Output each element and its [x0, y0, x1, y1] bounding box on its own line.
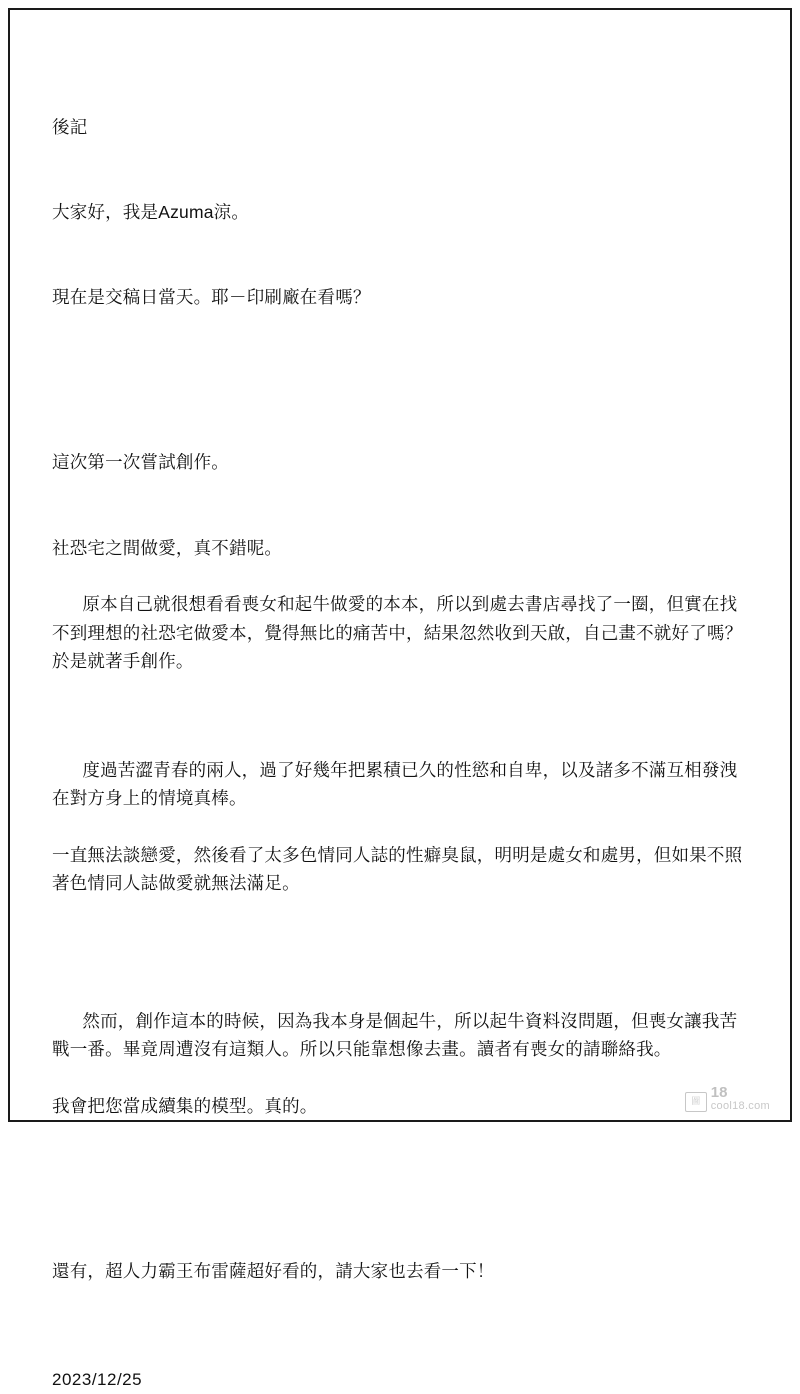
- paragraph-making-of: [52, 978, 752, 1176]
- paragraph-youth: [52, 728, 752, 955]
- intro-line-3: 現在是交稿日當天。耶－印刷廠在看嗎？: [52, 286, 371, 307]
- first-attempt-line-2: 社恐宅之間做愛，真不錯呢。: [52, 537, 283, 558]
- paragraph-recommendation: [52, 1201, 752, 1343]
- watermark-number: 18: [710, 1083, 728, 1101]
- making-of-line-2: 我會把您當成續集的模型。真的。: [52, 1095, 318, 1116]
- intro-line-2: 大家好，我是Azuma涼。: [52, 201, 250, 222]
- making-of-line-1: 然而，創作這本的時候，因為我本身是個起牛，所以起牛資料沒問題，但喪女讓我苦戰一番。畢竟周遭沒有這類人。所以只能靠想像去畫。讀者有喪女的請聯絡我。: [52, 1010, 738, 1059]
- page-title: 後記: [52, 116, 88, 137]
- afterword-content: [52, 56, 752, 1394]
- watermark-site: cool18.com: [710, 1099, 770, 1112]
- watermark-badge-icon: 圖: [685, 1092, 707, 1112]
- paragraph-intro: [52, 56, 752, 368]
- youth-line-2: 一直無法談戀愛，然後看了太多色情同人誌的性癖臭鼠，明明是處女和處男，但如果不照著色情同人誌做愛就無法滿足。: [52, 844, 743, 894]
- first-attempt-line-3: 原本自己就很想看看喪女和起牛做愛的本本，所以到處去書店尋找了一圈，但實在找不到理想的社恐宅做愛本，覺得無比的痛苦中，結果忽然收到天啟，自己畫不就好了嗎？於是就著手創作。: [52, 594, 743, 671]
- recommendation-line-1: 還有，超人力霸王布雷薩超好看的，請大家也去看一下！: [52, 1261, 495, 1282]
- watermark: [685, 1085, 770, 1112]
- watermark-text-stack: [711, 1085, 770, 1112]
- youth-line-1: 度過苦澀青春的兩人，過了好幾年把累積已久的性慾和自卑，以及諸多不滿互相發洩在對方身上的情境真棒。: [52, 759, 738, 809]
- paragraph-first-attempt: [52, 392, 752, 704]
- document-date: 2023/12/25: [52, 1370, 143, 1390]
- first-attempt-line-1: 這次第一次嘗試創作。: [52, 452, 229, 473]
